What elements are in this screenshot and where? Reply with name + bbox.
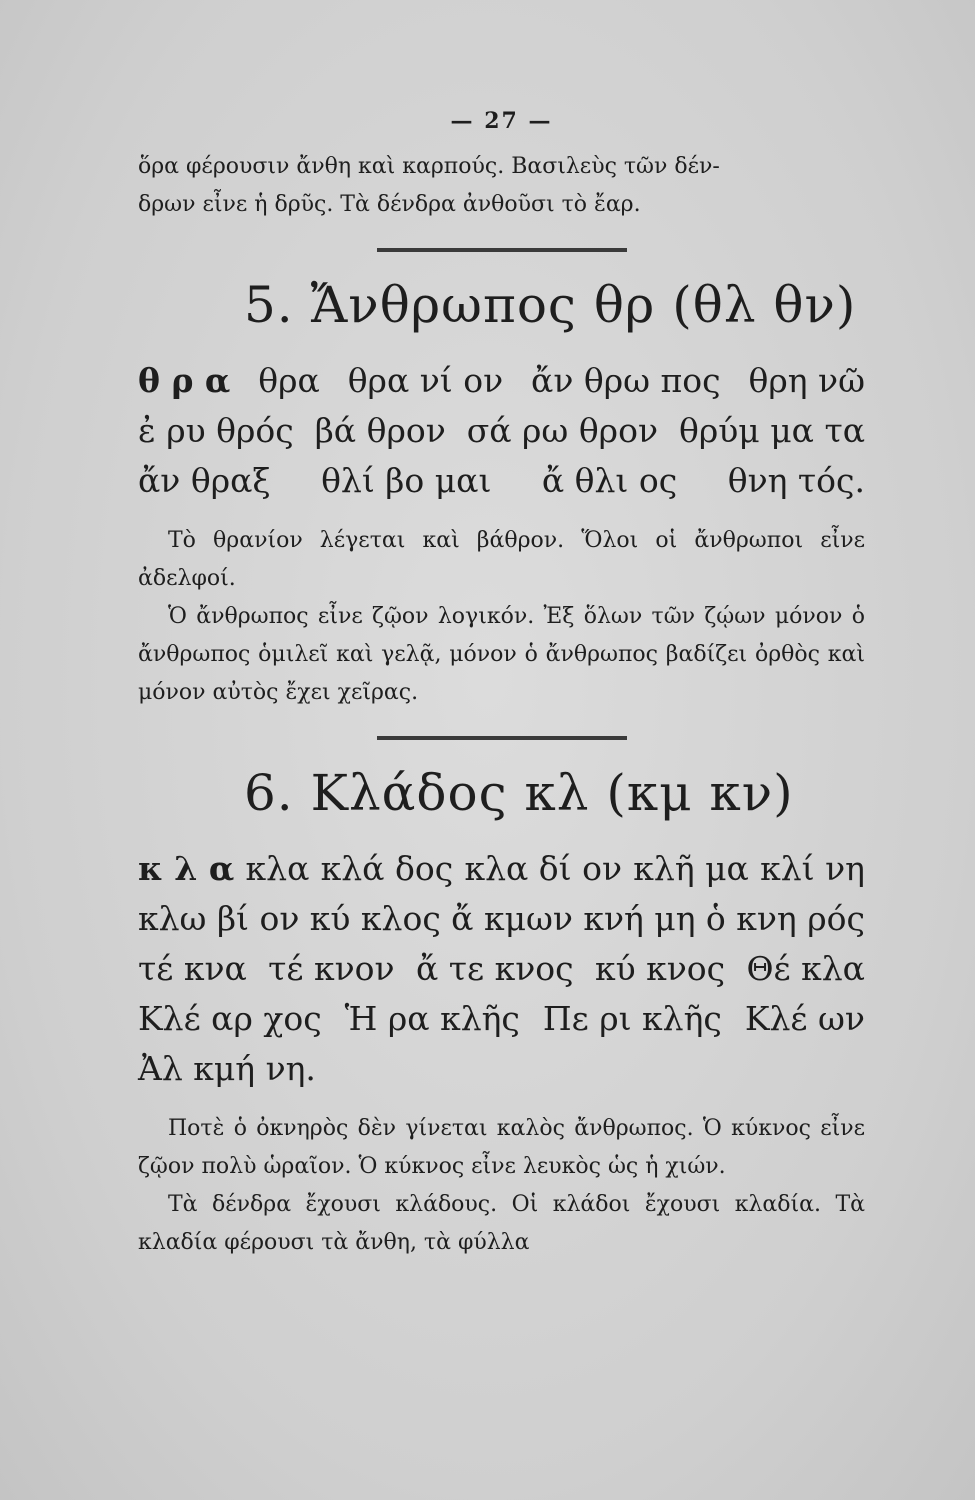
syllable-row <box>138 894 865 944</box>
syllable-group: Ἡ ρα κλῆς <box>344 999 520 1038</box>
syllable-group: κνή μη <box>583 899 696 938</box>
syllable-group: θρύμ μα τα <box>678 411 865 450</box>
syllable-group: θρη νῶ <box>748 361 865 400</box>
syllable-group: τέ κνον <box>268 949 395 988</box>
syllable-group: ἄν θρω πος <box>531 361 721 400</box>
syllable-group: κλω βί ον <box>138 899 300 938</box>
syllable-group: θ ρ α <box>138 361 231 400</box>
syllable-group: Πε ρι κλῆς <box>542 999 722 1038</box>
syllable-group: θρα νί ον <box>347 361 504 400</box>
syllable-group: κύ κλος <box>309 899 441 938</box>
syllable-table <box>138 356 865 506</box>
syllable-row <box>138 356 865 406</box>
syllable-group: θρα <box>258 361 320 400</box>
lesson-5 <box>138 276 865 712</box>
lesson-text <box>138 522 865 712</box>
syllable-group: θλί βο μαι <box>321 461 492 500</box>
syllable-group: κλα <box>245 849 310 888</box>
syllable-group: Κλέ ων <box>744 999 865 1038</box>
syllable-group: κύ κνος <box>594 949 726 988</box>
lesson-text <box>138 1110 865 1262</box>
syllable-group: ἄ τε κνος <box>415 949 574 988</box>
paragraph: Ποτὲ ὁ ὀκνηρὸς δὲν γίνεται καλὸς ἄνθρωπος. Ὁ κύκνος εἶνε ζῷον πολὺ ὡραῖον. Ὁ κύκνος εἶνε λευκὸς ὡς ἡ χιών. <box>138 1116 865 1179</box>
syllable-group: Ἀλ κμή νη. <box>138 1049 316 1088</box>
syllable-row <box>138 994 865 1044</box>
paragraph: Τὰ δένδρα ἔχουσι κλάδους. Οἱ κλάδοι ἔχουσι κλαδία. Τὰ κλαδία φέρουσι τὰ ἄνθη, τὰ φύλλα <box>138 1192 865 1255</box>
syllable-group: κλί νη <box>760 849 865 888</box>
syllable-group: βά θρον <box>314 411 446 450</box>
syllable-group: κλα δί ον <box>464 849 623 888</box>
page-number: — 27 — <box>450 108 553 134</box>
lesson-6 <box>138 764 865 1262</box>
syllable-row <box>138 456 865 506</box>
syllable-group: κ λ α <box>138 849 235 888</box>
syllable-group: κλῆ μα <box>633 849 749 888</box>
syllable-group: θνη τός. <box>727 461 865 500</box>
syllable-group: ὁ κνη ρός <box>705 899 865 938</box>
intro-text <box>138 148 865 224</box>
section-divider <box>377 248 627 252</box>
syllable-row <box>138 944 865 994</box>
syllable-row <box>138 844 865 894</box>
syllable-row <box>138 1044 865 1094</box>
syllable-group: σά ρω θρον <box>466 411 659 450</box>
syllable-group: Κλέ αρ χος <box>138 999 322 1038</box>
syllable-group: ἄ κμων <box>451 899 573 938</box>
syllable-group: κλά δος <box>320 849 454 888</box>
syllable-group: ἐ ρυ θρός <box>138 411 294 450</box>
syllable-group: Θέ κλα <box>746 949 865 988</box>
paragraph: Ὁ ἄνθρωπος εἶνε ζῷον λογικόν. Ἐξ ὅλων τῶν ζῴων μόνον ὁ ἄνθρωπος ὁμιλεῖ καὶ γελᾷ, μόνον ὁ ἄνθρωπος βαδίζει ὀρθὸς καὶ μόνον αὐτὸς ἔχει χεῖρας. <box>138 604 865 705</box>
syllable-group: τέ κνα <box>138 949 247 988</box>
syllable-row <box>138 406 865 456</box>
lesson-heading: 5. Ἄνθρωπος θρ (θλ θν) <box>244 276 857 334</box>
intro-line: δρων εἶνε ἡ δρῦς. Τὰ δένδρα ἀνθοῦσι τὸ ἔαρ. <box>138 192 641 217</box>
section-divider <box>377 736 627 740</box>
syllable-group: ἄν θραξ <box>138 461 271 500</box>
syllable-group: ἄ θλι ος <box>541 461 678 500</box>
lesson-heading: 6. Κλάδος κλ (κμ κν) <box>244 764 794 822</box>
syllable-table <box>138 844 865 1094</box>
paragraph: Τὸ θρανίον λέγεται καὶ βάθρον. Ὅλοι οἱ ἄνθρωποι εἶνε ἀδελφοί. <box>138 528 865 591</box>
intro-line: ὅρα φέρουσιν ἄνθη καὶ καρπούς. Βασιλεὺς τῶν δέν- <box>138 154 720 179</box>
